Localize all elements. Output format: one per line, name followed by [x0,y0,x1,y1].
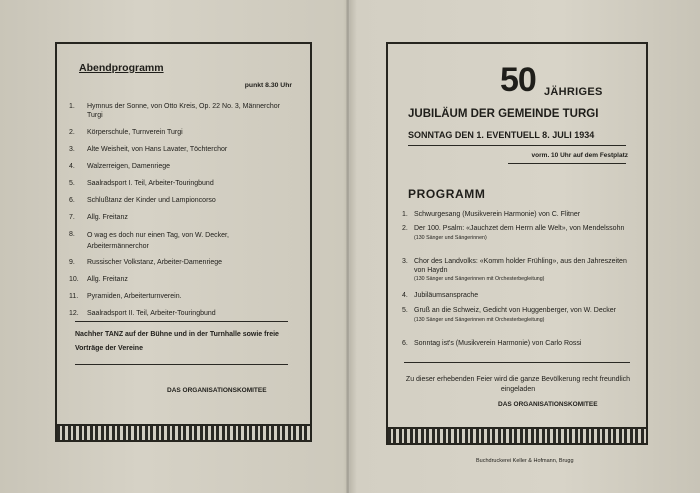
evening-item-7: 7. Allg. Freitanz [69,214,128,221]
ornamental-border [57,424,310,440]
evening-item-10: 10. Allg. Freitanz [69,276,128,283]
divider [408,145,626,146]
evening-item-text: Allg. Freitanz [87,276,128,283]
evening-item-text: Pyramiden, Arbeiterturnverein. [87,293,182,300]
evening-item-text: Alte Weisheit, von Hans Lavater, Töchterchor [87,146,228,153]
evening-program-time: punkt 8.30 Uhr [244,82,292,89]
program-item-note: (130 Sänger und Sängerinnen) [414,234,487,241]
program-item-text: Der 100. Psalm: «Jauchzet dem Herrn alle Welt», von Mendelssohn [414,225,625,232]
program-item-text: Sonntag ist's (Musikverein Harmonie) von Carlo Rossi [414,340,582,347]
evening-item-text: Körperschule, Turnverein Turgi [87,129,183,136]
program-item-text: Chor des Landvolks: «Komm holder Frühling», aus den Jahreszeiten von Haydn [414,258,627,274]
program-item-2: 2. Der 100. Psalm: «Jauchzet dem Herrn alle Welt», von Mendelssohn (130 Sänger und Sängerinnen) [402,225,625,241]
evening-item-text: Allg. Freitanz [87,214,128,221]
anniversary-word: JÄHRIGES [544,86,603,98]
jubilee-program-panel [386,42,648,445]
evening-item-9: 9. Russischer Volkstanz, Arbeiter-Damenriege [69,259,223,266]
evening-item-3: 3. Alte Weisheit, von Hans Lavater, Töchterchor [69,146,228,153]
program-item-1: 1. Schwurgesang (Musikverein Harmonie) von C. Flitner [402,211,581,218]
evening-item-2: 2. Körperschule, Turnverein Turgi [69,129,183,136]
evening-program-title: Abendprogramm [79,62,164,74]
event-place: vorm. 10 Uhr auf dem Festplatz [531,152,628,159]
evening-item-4: 4. Walzerreigen, Damenriege [69,163,170,170]
jubilee-title: JUBILÄUM DER GEMEINDE TURGI [408,108,599,120]
program-item-text: Gruß an die Schweiz, Gedicht von Huggenberger, von W. Decker [414,307,616,314]
center-fold [346,0,350,493]
evening-item-text: Hymnus der Sonne, von Otto Kreis, Op. 22 No. 3, Männerchor Turgi [87,103,280,119]
printer-credit: Buchdruckerei Keller & Hofmann, Brugg [476,458,574,464]
evening-item-text: Walzerreigen, Damenriege [87,163,170,170]
program-item-note: (130 Sänger und Sängerinnen mit Orchesterbegleitung) [414,276,545,283]
divider [508,163,626,164]
divider [75,321,288,322]
ornamental-border [388,427,646,443]
evening-item-text: Saalradsport I. Teil, Arbeiter-Touringbund [87,180,214,187]
evening-item-text: Schlußtanz der Kinder und Lampioncorso [87,197,216,204]
program-item-note: (130 Sänger und Sängerinnen mit Orchesterbegleitung) [414,316,545,323]
program-item-6: 6. Sonntag ist's (Musikverein Harmonie) von Carlo Rossi [402,340,582,347]
organizing-committee: DAS ORGANISATIONSKOMITEE [498,401,598,408]
organizing-committee: DAS ORGANISATIONSKOMITEE [167,387,267,394]
evening-item-text: Russischer Volkstanz, Arbeiter-Damenriege [87,259,223,266]
program-item-3: 3. Chor des Landvolks: «Komm holder Frühling», aus den Jahreszeiten von Haydn (130 Sänger und Sängerinnen mit Orchesterbegleitung) [402,258,627,283]
program-item-text: Jubiläumsansprache [414,292,479,299]
closing-invitation: Zu dieser erhebenden Feier wird die ganze Bevölkerung recht freundlich eingeladen [405,376,631,393]
divider [404,362,630,363]
program-item-5: 5. Gruß an die Schweiz, Gedicht von Huggenberger, von W. Decker (130 Sänger und Sängerinnen mit Orchesterbegleitung) [402,307,616,323]
divider [75,364,288,365]
program-item-4: 4. Jubiläumsansprache [402,292,479,299]
evening-item-1: 1. Hymnus der Sonne, von Otto Kreis, Op. 22 No. 3, Männerchor Turgi [87,102,292,120]
program-item-text: Schwurgesang (Musikverein Harmonie) von C. Flitner [414,211,581,218]
dance-note: Nachher TANZ auf der Bühne und in der Turnhalle sowie freie Vorträge der Vereine [75,331,279,352]
evening-program-panel [55,42,312,442]
evening-item-text: O wag es doch nur einen Tag, von W. Decker, Arbeitermännerchor [87,232,229,250]
evening-item-8: 8. O wag es doch nur einen Tag, von W. Decker, Arbeitermännerchor [87,230,292,252]
evening-item-12: 12. Saalradsport II. Teil, Arbeiter-Touringbund [69,310,216,317]
anniversary-number: 50 [500,61,536,99]
event-date: SONNTAG DEN 1. EVENTUELL 8. JULI 1934 [408,130,595,140]
program-heading: PROGRAMM [408,187,486,201]
evening-item-6: 6. Schlußtanz der Kinder und Lampioncorso [69,197,216,204]
evening-item-5: 5. Saalradsport I. Teil, Arbeiter-Touringbund [69,180,214,187]
evening-item-text: Saalradsport II. Teil, Arbeiter-Touringbund [87,310,216,317]
evening-item-11: 11. Pyramiden, Arbeiterturnverein. [69,293,182,300]
